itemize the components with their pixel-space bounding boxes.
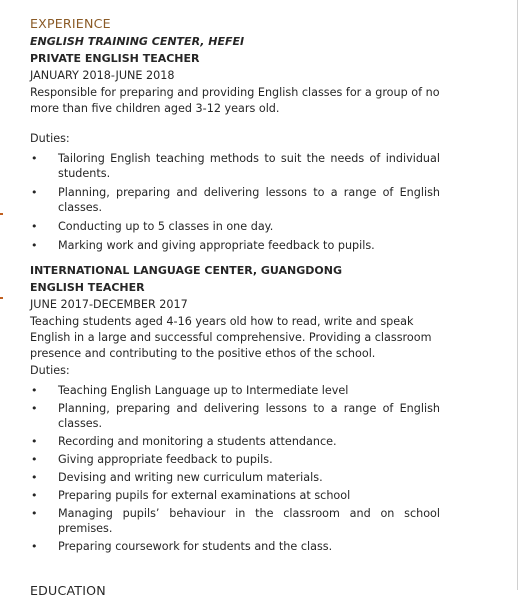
list-item: • Preparing coursework for students and the class. (31, 540, 333, 553)
list-item: • Recording and monitoring a students attendance. (31, 435, 337, 448)
margin-mark (0, 213, 3, 215)
employer-name: ENGLISH TRAINING CENTER, HEFEI (30, 35, 245, 48)
duties-list (30, 383, 440, 554)
bullet-icon: • (31, 220, 38, 233)
bullet-icon: • (31, 186, 38, 199)
duties-label: Duties: (30, 132, 70, 145)
bullet-icon: • (31, 152, 38, 165)
job-entry (30, 33, 440, 253)
list-item: • Giving appropriate feedback to pupils. (31, 453, 273, 466)
bullet-icon: • (31, 471, 38, 484)
next-section-heading-cut (30, 582, 150, 596)
job-title: PRIVATE ENGLISH TEACHER (30, 52, 200, 65)
list-item: • Preparing pupils for external examinations at school (31, 489, 351, 502)
section-heading: EXPERIENCE (30, 16, 111, 31)
bullet-icon: • (31, 453, 38, 466)
list-item: • Teaching English Language up to Intermediate level (31, 384, 349, 397)
list-item: • Conducting up to 5 classes in one day. (31, 220, 274, 233)
job-description: Teaching students aged 4-16 years old how to read, write and speak English in a large and successful comprehensive. Providing a classroom presence and contributing to the positive ethos of the school. (30, 315, 432, 360)
bullet-icon: • (31, 402, 38, 415)
list-item: • Tailoring English teaching methods to suit the needs of individual students. (31, 152, 440, 180)
job-title: ENGLISH TEACHER (30, 281, 145, 294)
margin-mark (0, 297, 3, 299)
list-item: • Managing pupils’ behaviour in the classroom and on school premises. (31, 507, 440, 535)
list-item: • Planning, preparing and delivering lessons to a range of English classes. (31, 402, 440, 430)
job-dates: JUNE 2017-DECEMBER 2017 (30, 298, 188, 311)
bullet-icon: • (31, 489, 38, 502)
duties-label: Duties: (30, 364, 70, 377)
experience-section (30, 15, 440, 557)
bullet-icon: • (31, 507, 38, 520)
bullet-icon: • (31, 239, 38, 252)
list-item: • Devising and writing new curriculum materials. (31, 471, 323, 484)
section-heading: EDUCATION (30, 583, 106, 598)
job-dates: JANUARY 2018-JUNE 2018 (30, 69, 175, 82)
employer-name: INTERNATIONAL LANGUAGE CENTER, GUANGDONG (30, 264, 342, 277)
bullet-icon: • (31, 384, 38, 397)
bullet-icon: • (31, 435, 38, 448)
list-item: • Planning, preparing and delivering lessons to a range of English classes. (31, 186, 440, 214)
list-item: • Marking work and giving appropriate feedback to pupils. (31, 239, 375, 252)
bullet-icon: • (31, 540, 38, 553)
duties-list (30, 151, 440, 253)
job-description: Responsible for preparing and providing English classes for a group of no more than five children aged 3-12 years old. (30, 86, 440, 115)
job-entry (30, 262, 440, 554)
